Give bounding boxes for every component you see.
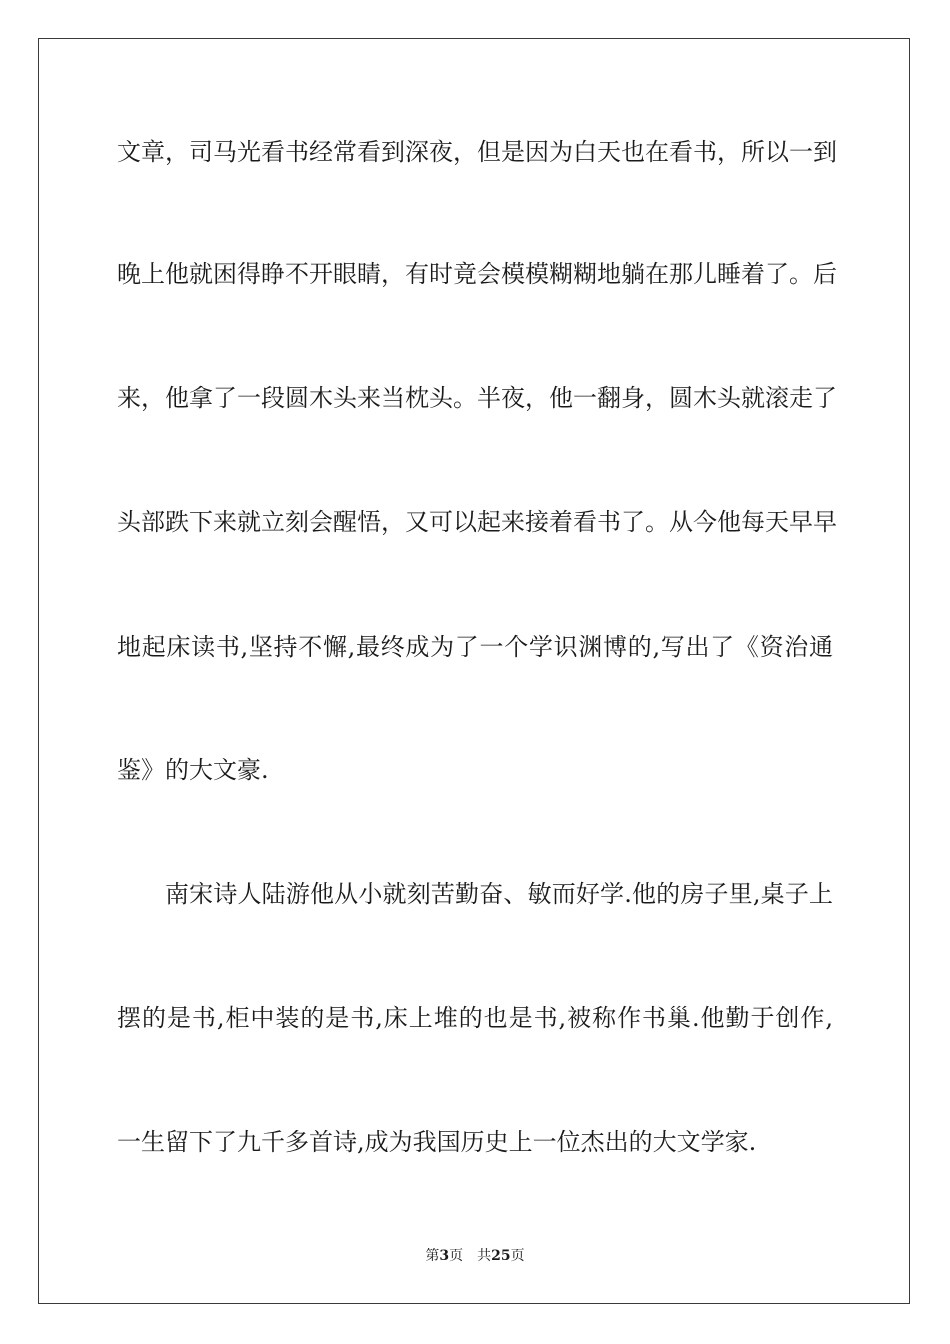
total-pages-number: 25 [491, 1248, 511, 1264]
text-line: 鉴》的大文豪. [117, 756, 269, 784]
footer-prefix: 第 [425, 1248, 440, 1264]
current-page-number: 3 [439, 1248, 450, 1264]
text-line: 头部跌下来就立刻会醒悟，又可以起来接着看书了。从今他每天早早 [117, 508, 837, 536]
footer-total-suffix: 页 [510, 1248, 525, 1264]
text-line: 摆的是书,柜中装的是书,床上堆的也是书,被称作书巢.他勤于创作, [117, 1004, 833, 1032]
footer-total-prefix: 共 [477, 1248, 492, 1264]
text-line: 一生留下了九千多首诗,成为我国历史上一位杰出的大文学家. [117, 1128, 757, 1156]
text-line: 来，他拿了一段圆木头来当枕头。半夜，他一翻身，圆木头就滚走了 [117, 384, 837, 412]
page-border [38, 38, 910, 1304]
text-line: 晚上他就困得睁不开眼睛，有时竟会模模糊糊地躺在那儿睡着了。后 [117, 260, 837, 288]
page-footer [0, 1247, 950, 1265]
footer-page-suffix: 页 [449, 1248, 464, 1264]
text-line: 地起床读书,坚持不懈,最终成为了一个学识渊博的,写出了《资治通 [117, 633, 833, 661]
text-line: 文章，司马光看书经常看到深夜，但是因为白天也在看书，所以一到 [117, 138, 837, 166]
text-line: 南宋诗人陆游他从小就刻苦勤奋、敏而好学.他的房子里,桌子上 [165, 880, 833, 908]
